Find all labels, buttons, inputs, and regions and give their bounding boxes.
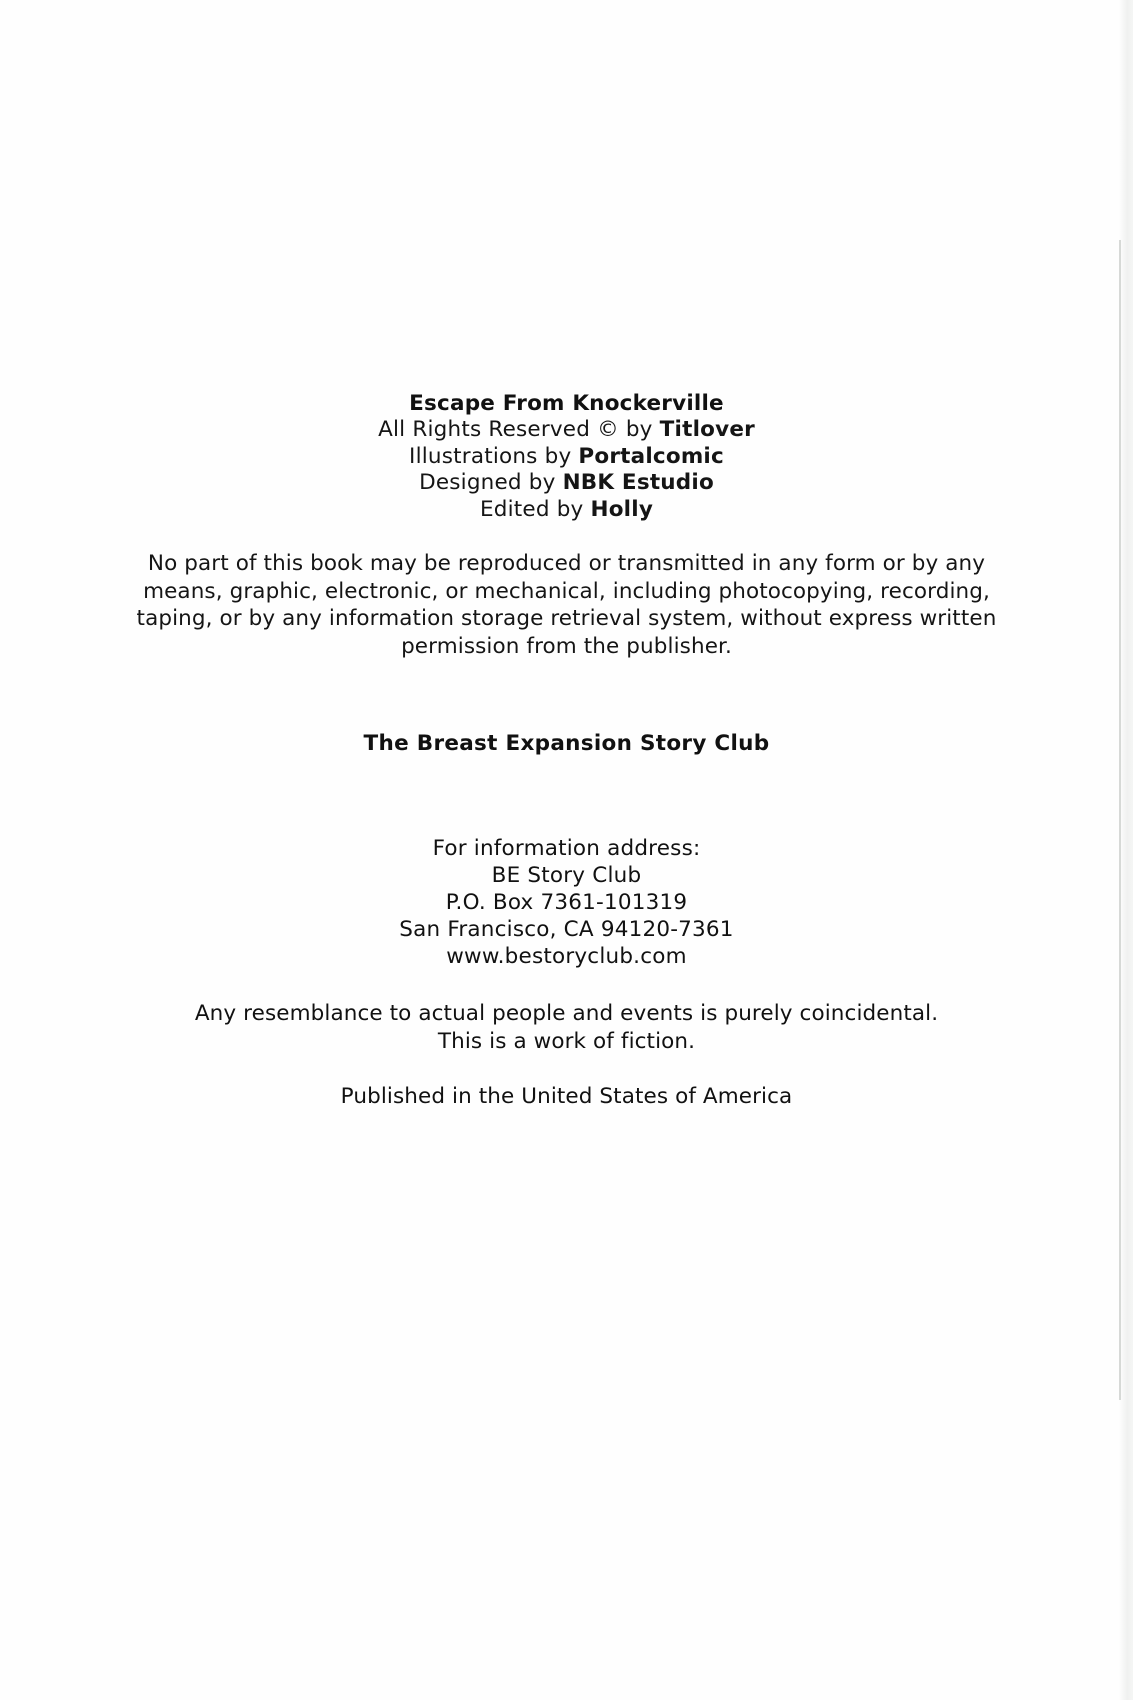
illustrations-prefix: Illustrations by xyxy=(409,443,579,469)
published-in: Published in the United States of America xyxy=(340,1084,793,1109)
contact-org: BE Story Club xyxy=(491,863,642,888)
designed-line xyxy=(88,470,1045,497)
rights-holder: Titlover xyxy=(659,417,755,442)
disclaimer-block xyxy=(88,1000,1045,1055)
editor-name: Holly xyxy=(590,496,654,522)
scan-edge-shading xyxy=(1119,0,1133,1700)
contact-city-state-zip: San Francisco, CA 94120-7361 xyxy=(399,917,734,942)
illustrator-name: Portalcomic xyxy=(578,443,724,469)
credits-block xyxy=(88,390,1045,523)
contact-po-box: P.O. Box 7361-101319 xyxy=(445,890,688,915)
designed-prefix: Designed by xyxy=(419,470,563,495)
rights-notice: No part of this book may be reproduced or transmitted in any form or by any means, graphic, electronic, or mechanical, including photocopying, recording, taping, or by any information storage retrieval system, without express written permission from the publisher. xyxy=(136,551,997,659)
book-title: Escape From Knockerville xyxy=(409,391,724,416)
rights-line xyxy=(88,417,1045,444)
designer-name: NBK Estudio xyxy=(562,470,714,495)
page-content xyxy=(88,390,1045,1111)
edited-line xyxy=(88,497,1045,524)
spacer-before-published xyxy=(88,1055,1045,1083)
contact-heading: For information address: xyxy=(432,836,701,861)
contact-block xyxy=(88,835,1045,970)
disclaimer-line-2: This is a work of fiction. xyxy=(437,1028,696,1054)
contact-website[interactable]: www.bestoryclub.com xyxy=(446,944,687,969)
spacer-after-credits xyxy=(88,523,1045,550)
scan-edge-line xyxy=(1119,240,1121,1400)
spacer-before-disclaimer xyxy=(88,970,1045,1000)
publisher-name: The Breast Expansion Story Club xyxy=(363,731,770,756)
spacer-before-contact xyxy=(88,757,1045,835)
rights-prefix: All Rights Reserved © by xyxy=(378,417,660,442)
disclaimer-line-1: Any resemblance to actual people and events is purely coincidental. xyxy=(194,1001,939,1026)
spacer-before-publisher xyxy=(88,660,1045,730)
illustrations-line xyxy=(88,444,1045,471)
edited-prefix: Edited by xyxy=(479,496,591,522)
